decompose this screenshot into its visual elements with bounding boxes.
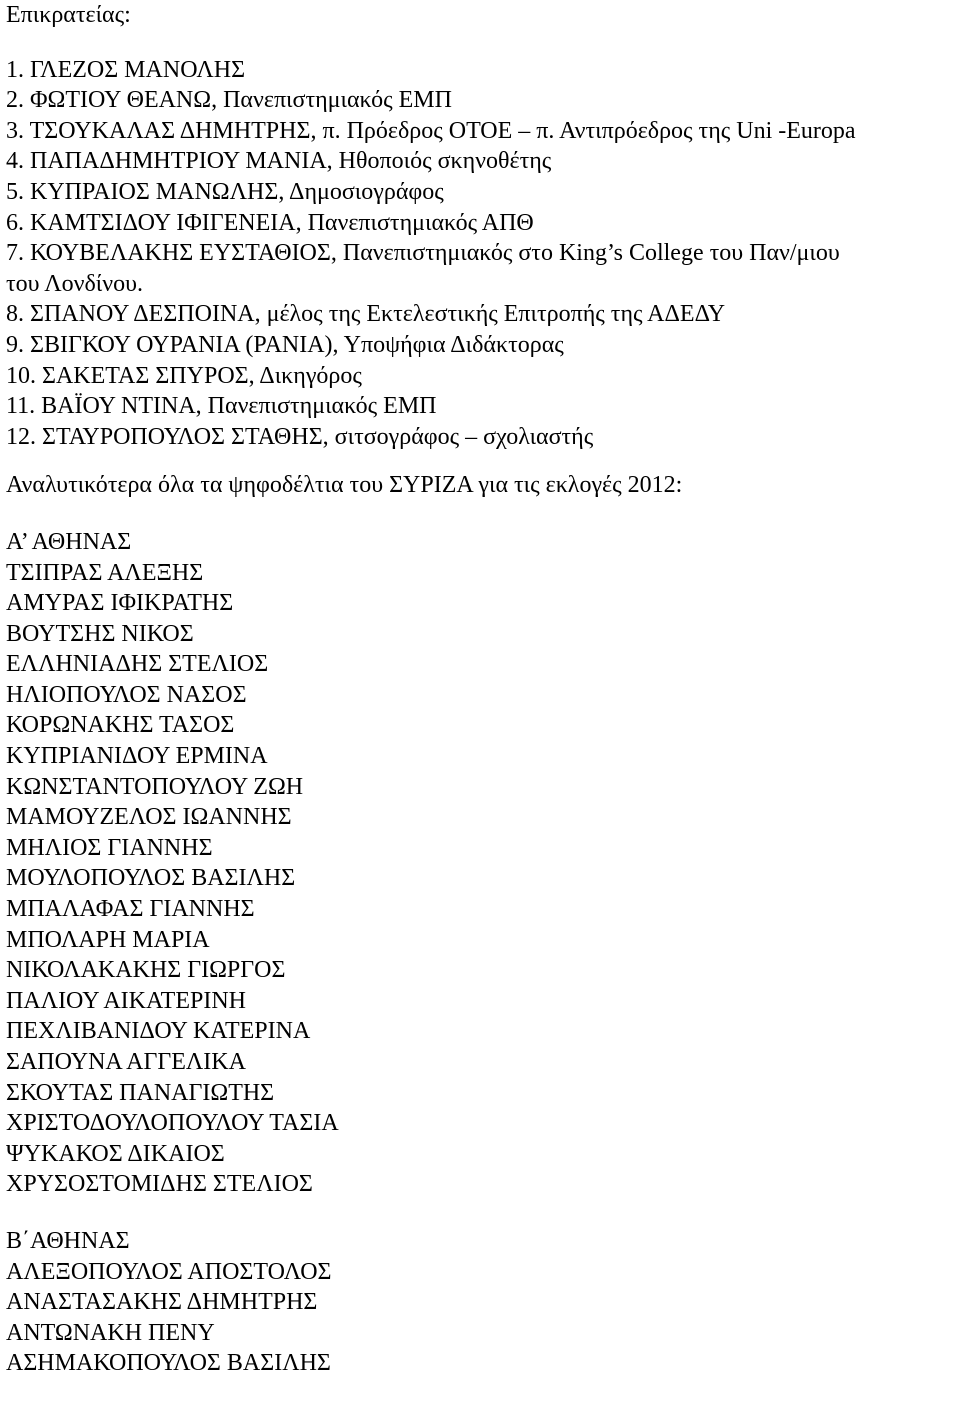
list-item: ΜΑΜΟΥΖΕΛΟΣ ΙΩΑΝΝΗΣ — [6, 804, 292, 831]
spacer — [6, 1200, 956, 1226]
list-item: ΣΚΟΥΤΑΣ ΠΑΝΑΓΙΩΤΗΣ — [6, 1079, 275, 1106]
document-page — [6, 0, 956, 1379]
list-item: ΜΟΥΛΟΠΟΥΛΟΣ ΒΑΣΙΛΗΣ — [6, 865, 296, 892]
list-item: ΜΠΟΛΑΡΗ ΜΑΡΙΑ — [6, 926, 210, 953]
spacer — [6, 501, 956, 527]
list-item: ΨΥΚΑΚΟΣ ΔΙΚΑΙΟΣ — [6, 1140, 225, 1167]
list-item: 11. ΒΑΪΟΥ ΝΤΙΝΑ, Πανεπιστημιακός ΕΜΠ — [6, 393, 437, 420]
list-item: 7. ΚΟΥΒΕΛΑΚΗΣ ΕΥΣΤΑΘΙΟΣ, Πανεπιστημιακός στο King’s College του Παν/μιου — [6, 240, 840, 267]
intro-paragraph: Αναλυτικότερα όλα τα ψηφοδέλτια του ΣΥΡΙΖΑ για τις εκλογές 2012: — [6, 472, 683, 499]
list-item: ΝΙΚΟΛΑΚΑΚΗΣ ΓΙΩΡΓΟΣ — [6, 957, 286, 984]
list-item: ΠΑΛΙΟΥ ΑΙΚΑΤΕΡΙΝΗ — [6, 987, 246, 1014]
list-item: ΜΠΑΛΑΦΑΣ ΓΙΑΝΝΗΣ — [6, 896, 255, 923]
spacer — [6, 452, 956, 470]
list-item: ΒΟΥΤΣΗΣ ΝΙΚΟΣ — [6, 620, 194, 647]
list-item: ΚΥΠΡΙΑΝΙΔΟΥ ΕΡΜΙΝΑ — [6, 743, 268, 770]
list-item: ΑΜΥΡΑΣ ΙΦΙΚΡΑΤΗΣ — [6, 590, 234, 617]
list-item-continuation: του Λονδίνου. — [6, 270, 143, 297]
list-item: ΠΕΧΛΙΒΑΝΙΔΟΥ ΚΑΤΕΡΙΝΑ — [6, 1018, 311, 1045]
section-title: Β΄ΑΘΗΝΑΣ — [6, 1227, 130, 1254]
list-item: 10. ΣΑΚΕΤΑΣ ΣΠΥΡΟΣ, Δικηγόρος — [6, 362, 362, 389]
list-item: ΚΟΡΩΝΑΚΗΣ ΤΑΣΟΣ — [6, 712, 235, 739]
list-item: ΧΡΙΣΤΟΔΟΥΛΟΠΟΥΛΟΥ ΤΑΣΙΑ — [6, 1110, 339, 1137]
list-item: ΑΛΕΞΟΠΟΥΛΟΣ ΑΠΟΣΤΟΛΟΣ — [6, 1258, 332, 1285]
spacer — [6, 31, 956, 55]
list-item: 12. ΣΤΑΥΡΟΠΟΥΛΟΣ ΣΤΑΘΗΣ, σιτσογράφος – σχολιαστής — [6, 423, 594, 450]
list-item: 1. ΓΛΕΖΟΣ ΜΑΝΟΛΗΣ — [6, 56, 246, 83]
list-item: ΕΛΛΗΝΙΑΔΗΣ ΣΤΕΛΙΟΣ — [6, 651, 269, 678]
list-item: ΑΝΑΣΤΑΣΑΚΗΣ ΔΗΜΗΤΡΗΣ — [6, 1289, 318, 1316]
list-item: ΑΝΤΩΝΑΚΗ ΠΕΝΥ — [6, 1319, 215, 1346]
list-item: 5. ΚΥΠΡΑΙΟΣ ΜΑΝΩΛΗΣ, Δημοσιογράφος — [6, 178, 444, 205]
list-item: 9. ΣΒΙΓΚΟΥ ΟΥΡΑΝΙΑ (ΡΑΝΙΑ), Υποψήφια Διδάκτορας — [6, 331, 564, 358]
numbered-candidate-list — [6, 55, 956, 453]
list-item: 2. ΦΩΤΙΟΥ ΘΕΑΝΩ, Πανεπιστημιακός ΕΜΠ — [6, 87, 452, 114]
list-item: ΣΑΠΟΥΝΑ ΑΓΓΕΛΙΚΑ — [6, 1049, 246, 1075]
list-item: ΤΣΙΠΡΑΣ ΑΛΕΞΗΣ — [6, 559, 204, 586]
list-item: ΑΣΗΜΑΚΟΠΟΥΛΟΣ ΒΑΣΙΛΗΣ — [6, 1350, 331, 1377]
list-item: ΜΗΛΙΟΣ ΓΙΑΝΝΗΣ — [6, 834, 213, 861]
list-item: 8. ΣΠΑΝΟΥ ΔΕΣΠΟΙΝΑ, μέλος της Εκτελεστικής Επιτροπής της ΑΔΕΔΥ — [6, 301, 726, 328]
section-title: Α’ ΑΘΗΝΑΣ — [6, 528, 132, 555]
list-item: 4. ΠΑΠΑΔΗΜΗΤΡΙΟΥ ΜΑΝΙΑ, Ηθοποιός σκηνοθέτης — [6, 148, 552, 175]
section-b-athinas — [6, 1226, 956, 1379]
list-item: 3. ΤΣΟΥΚΑΛΑΣ ΔΗΜΗΤΡΗΣ, π. Πρόεδρος ΟΤΟΕ – π. Αντιπρόεδρος της Uni -Europa — [6, 117, 856, 144]
list-item: ΧΡΥΣΟΣΤΟΜΙΔΗΣ ΣΤΕΛΙΟΣ — [6, 1171, 313, 1198]
list-item: ΚΩΝΣΤΑΝΤΟΠΟΥΛΟΥ ΖΩΗ — [6, 773, 304, 800]
section-a-athinas — [6, 527, 956, 1200]
list-item: ΗΛΙΟΠΟΥΛΟΣ ΝΑΣΟΣ — [6, 681, 247, 708]
heading-epikrateias: Επικρατείας: — [6, 2, 131, 28]
list-item: 6. ΚΑΜΤΣΙΔΟΥ ΙΦΙΓΕΝΕΙΑ, Πανεπιστημιακός ΑΠΘ — [6, 209, 534, 236]
